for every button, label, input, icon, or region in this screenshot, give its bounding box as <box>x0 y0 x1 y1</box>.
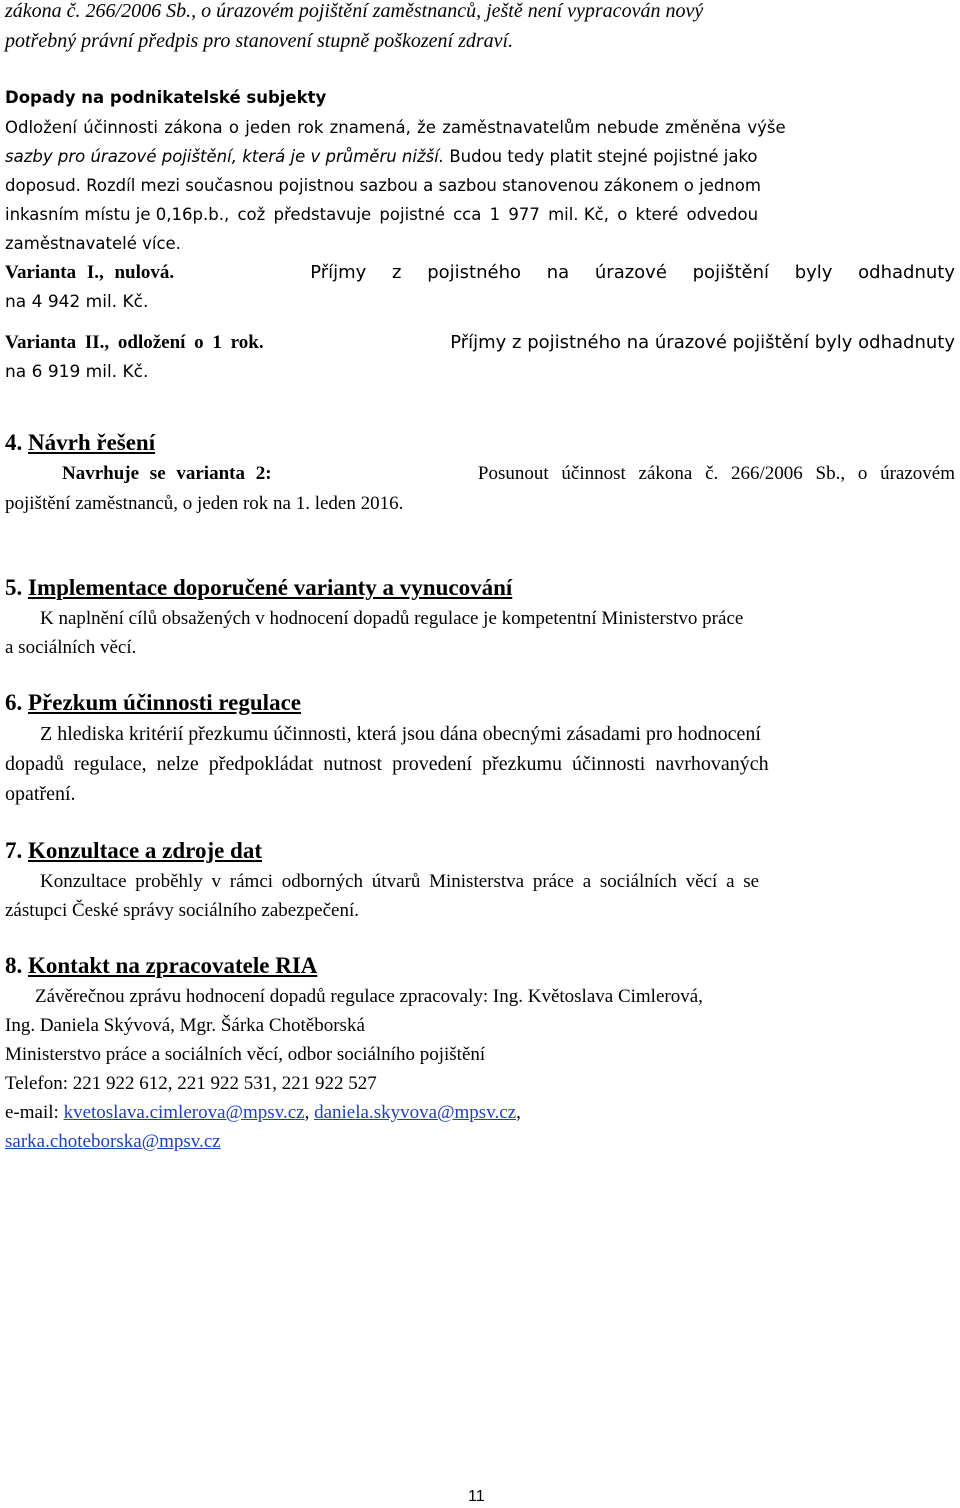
section-8-line-1: Závěrečnou zprávu hodnocení dopadů regulace zpracovaly: Ing. Květoslava Cimlerová, <box>35 986 703 1007</box>
dopady-line-4c: Kč, o které odvedou <box>583 205 759 224</box>
dopady-heading: Dopady na podnikatelské subjekty <box>5 88 327 107</box>
dopady-line-3 <box>5 176 761 195</box>
dopady-line-2a: sazby pro úrazové pojištění, která je v průměru nižší. <box>5 147 445 166</box>
section-5-heading <box>5 575 512 601</box>
section-5-number: 5. <box>5 575 23 600</box>
section-4-heading <box>5 430 155 456</box>
section-8-number: 8. <box>5 953 23 978</box>
section-5-line-2: a sociálních věcí. <box>5 637 137 658</box>
section-8-email-line-2 <box>5 1131 221 1153</box>
intro-line-1: zákona č. 266/2006 Sb., o úrazovém pojištění zaměstnanců, ještě není vypracován nový <box>5 0 704 22</box>
email-link-choteborska[interactable]: sarka.choteborska@mpsv.cz <box>5 1131 221 1152</box>
dopady-line-3b: Rozdíl mezi současnou pojistnou sazbou a sazbou stanovenou zákonem o jednom <box>86 176 761 195</box>
variant-2-line-2: na 6 919 mil. Kč. <box>5 362 149 382</box>
section-8-heading <box>5 953 317 979</box>
dopady-line-2b: Budou tedy platit stejné pojistné jako <box>449 147 758 166</box>
section-7-line-1: Konzultace proběhly v rámci odborných útvarů Ministerstva práce a sociálních věcí a se <box>40 871 760 892</box>
section-5-line-1: K naplnění cílů obsažených v hodnocení dopadů regulace je kompetentní Ministerstvo práce <box>40 608 744 629</box>
dopady-line-4b: , což představuje pojistné cca 1 977 mil. <box>223 205 579 224</box>
section-4-line-1-rest: Posunout účinnost zákona č. 266/2006 Sb., o úrazovém <box>477 463 955 484</box>
section-7-number: 7. <box>5 838 23 863</box>
section-6-line-1: Z hlediska kritérií přezkumu účinnosti, která jsou dána obecnými zásadami pro hodnocení <box>40 723 761 745</box>
variant-1-text: Příjmy z pojistného na úrazové pojištění byly odhadnuty <box>310 262 955 283</box>
section-8-line-4: Telefon: 221 922 612, 221 922 531, 221 922 527 <box>5 1073 377 1094</box>
section-4-number: 4. <box>5 430 23 455</box>
section-8-title: Kontakt na zpracovatele RIA <box>28 953 318 978</box>
section-6-line-2: dopadů regulace, nelze předpokládat nutnost provedení přezkumu účinnosti navrhovaných <box>5 753 769 775</box>
section-6-line-3: opatření. <box>5 783 76 805</box>
dopady-line-2 <box>5 147 758 166</box>
variant-1-line-2: na 4 942 mil. Kč. <box>5 292 149 312</box>
dopady-line-1: Odložení účinnosti zákona o jeden rok znamená, že zaměstnavatelům nebude změněna výše <box>5 118 786 137</box>
section-5-title: Implementace doporučené varianty a vynucování <box>28 575 513 600</box>
section-6-number: 6. <box>5 690 23 715</box>
variant-2-line <box>5 332 955 354</box>
dopady-line-4 <box>5 205 758 224</box>
variant-2-label: Varianta II., odložení o 1 rok. <box>5 332 264 353</box>
page-number: 11 <box>468 1488 485 1505</box>
section-4-line-2: pojištění zaměstnanců, o jeden rok na 1. leden 2016. <box>5 493 404 514</box>
email-separator-2: , <box>516 1102 521 1123</box>
section-8-email-line <box>5 1102 521 1124</box>
section-8-line-3: Ministerstvo práce a sociálních věcí, odbor sociálního pojištění <box>5 1044 486 1065</box>
variant-1-line <box>5 262 955 284</box>
section-7-title: Konzultace a zdroje dat <box>28 838 263 863</box>
variant-1-label: Varianta I., nulová. <box>5 262 175 283</box>
section-4-title: Návrh řešení <box>28 430 156 455</box>
email-label: e-mail: <box>5 1102 59 1123</box>
section-4-proposal: Navrhuje se varianta 2: <box>62 463 272 484</box>
section-4-line-1 <box>62 463 955 485</box>
dopady-line-5: zaměstnavatelé více. <box>5 234 181 253</box>
email-separator-1: , <box>304 1102 310 1123</box>
section-7-heading <box>5 838 262 864</box>
email-link-skyvova[interactable]: daniela.skyvova@mpsv.cz <box>314 1102 517 1123</box>
email-link-cimlerova[interactable]: kvetoslava.cimlerova@mpsv.cz <box>63 1102 305 1123</box>
dopady-line-4a: inkasním místu je 0,16p.b. <box>5 205 224 224</box>
section-6-title: Přezkum účinnosti regulace <box>28 690 301 715</box>
variant-2-text: Příjmy z pojistného na úrazové pojištění byly odhadnuty <box>450 332 955 353</box>
section-6-heading <box>5 690 301 716</box>
section-7-line-2: zástupci České správy sociálního zabezpečení. <box>5 900 359 921</box>
dopady-line-3a: doposud. <box>5 176 81 195</box>
intro-line-2: potřebný právní předpis pro stanovení stupně poškození zdraví. <box>5 30 514 52</box>
section-8-line-2: Ing. Daniela Skývová, Mgr. Šárka Chotěborská <box>5 1015 365 1036</box>
